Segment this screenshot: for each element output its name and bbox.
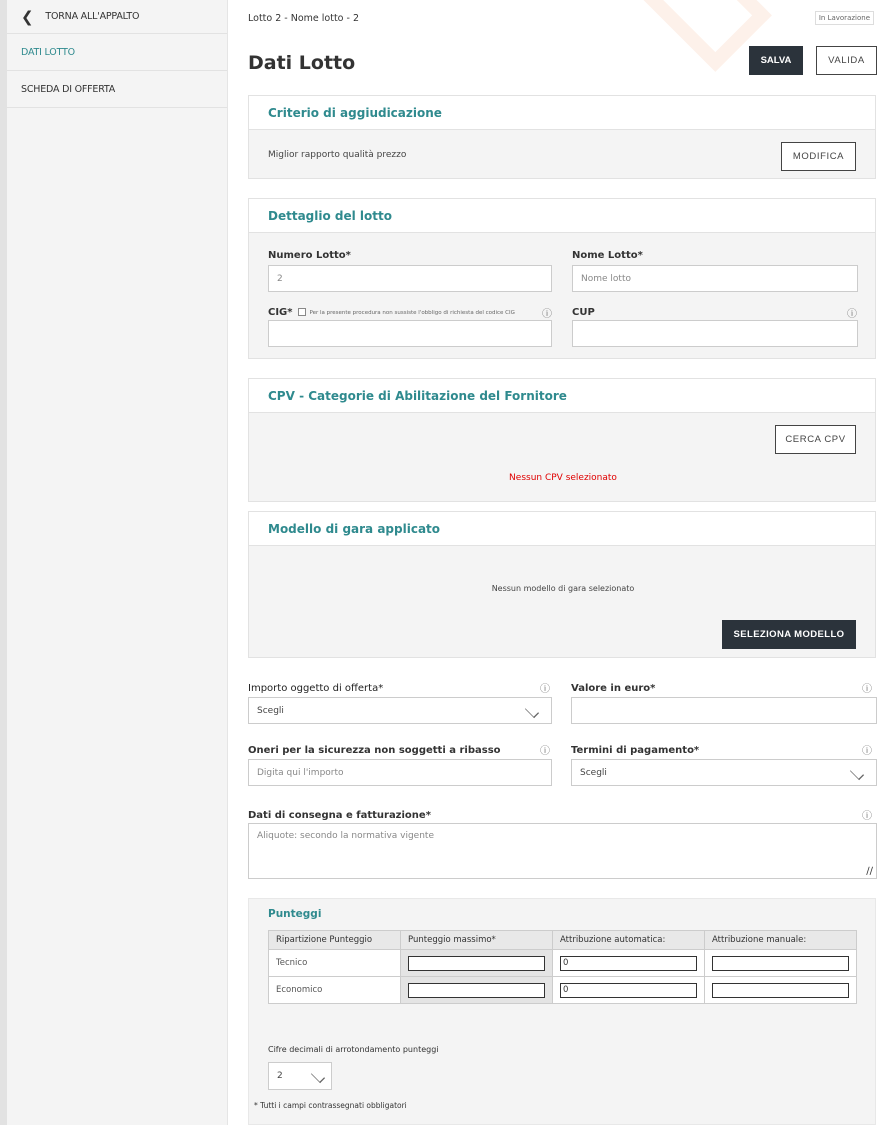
status-badge: In Lavorazione: [815, 11, 874, 25]
info-icon[interactable]: ⓘ: [862, 746, 872, 757]
row-label: Tecnico: [269, 950, 401, 977]
importo-label: Importo oggetto di offerta*: [248, 683, 384, 694]
termini-select[interactable]: [571, 759, 877, 786]
cell: [553, 977, 705, 1004]
back-label: TORNA ALL'APPALTO: [45, 11, 140, 22]
column-header: Ripartizione Punteggio: [269, 931, 401, 950]
table-row: [269, 950, 857, 977]
cig-field[interactable]: [268, 320, 552, 347]
punteggio-massimo-input[interactable]: [408, 956, 545, 971]
cig-checkbox-text: Per la presente procedura non sussiste l'obbligo di richiesta del codice CIG: [309, 310, 515, 316]
modello-title: Modello di gara applicato: [249, 512, 875, 546]
punteggi-table: [268, 930, 857, 1004]
cell: [401, 977, 553, 1004]
valore-label: Valore in euro*: [571, 683, 656, 694]
criterio-value: Miglior rapporto qualità prezzo: [268, 150, 407, 160]
cpv-card: [248, 378, 876, 502]
sidebar-item-dati-lotto[interactable]: [7, 34, 227, 71]
dettaglio-title: Dettaglio del lotto: [249, 199, 875, 233]
search-cpv-button[interactable]: CERCA CPV: [775, 425, 856, 454]
save-button[interactable]: SALVA: [749, 46, 803, 75]
column-header: Attribuzione manuale:: [705, 931, 857, 950]
oneri-field[interactable]: Digita qui l'importo: [248, 759, 552, 786]
importo-select[interactable]: [248, 697, 552, 724]
nome-lotto-field[interactable]: Nome lotto: [572, 265, 858, 292]
consegna-label: Dati di consegna e fatturazione*: [248, 810, 431, 821]
select-model-button[interactable]: SELEZIONA MODELLO: [722, 620, 856, 649]
info-icon[interactable]: ⓘ: [542, 309, 552, 320]
cpv-empty-text: Nessun CPV selezionato: [509, 473, 617, 483]
punteggi-title: Punteggi: [268, 908, 322, 920]
attribuzione-automatica-input[interactable]: 0: [560, 983, 697, 998]
oneri-label: Oneri per la sicurezza non soggetti a ribasso: [248, 745, 501, 756]
back-to-contract-link[interactable]: [7, 0, 227, 34]
attribuzione-manuale-input[interactable]: [712, 956, 849, 971]
column-header: Attribuzione automatica:: [553, 931, 705, 950]
info-icon[interactable]: ⓘ: [540, 746, 550, 757]
cell: [553, 950, 705, 977]
criterio-title: Criterio di aggiudicazione: [249, 96, 875, 130]
chevron-left-icon: ❮: [21, 7, 34, 26]
chevron-down-icon: [311, 1069, 325, 1083]
resize-handle-icon[interactable]: ∕∕: [866, 866, 873, 877]
consegna-textarea[interactable]: [248, 823, 877, 879]
importo-select-value: Scegli: [257, 705, 284, 716]
criterio-card: [248, 95, 876, 179]
sidebar-item-scheda-offerta[interactable]: [7, 71, 227, 108]
page-title: Dati Lotto: [248, 52, 356, 74]
validate-button[interactable]: VALIDA: [816, 46, 877, 75]
punteggio-massimo-input[interactable]: [408, 983, 545, 998]
table-header-row: [269, 931, 857, 950]
modello-empty-text: Nessun modello di gara selezionato: [491, 584, 635, 593]
dettaglio-card: [248, 198, 876, 359]
background-watermark: [588, 0, 772, 72]
cell: [705, 950, 857, 977]
chevron-down-icon: [525, 704, 539, 718]
decimali-label: Cifre decimali di arrotondamento punteggi: [268, 1045, 439, 1054]
sidebar-item-label: SCHEDA DI OFFERTA: [21, 83, 116, 95]
checkbox-icon[interactable]: [298, 308, 306, 316]
table-row: [269, 977, 857, 1004]
numero-lotto-field[interactable]: 2: [268, 265, 552, 292]
numero-lotto-label: Numero Lotto*: [268, 250, 351, 261]
breadcrumb: Lotto 2 - Nome lotto - 2: [248, 13, 359, 24]
cig-label-text: CIG*: [268, 307, 293, 318]
row-label: Economico: [269, 977, 401, 1004]
consegna-placeholder: Aliquote: secondo la normativa vigente: [257, 831, 434, 841]
cell: [705, 977, 857, 1004]
attribuzione-manuale-input[interactable]: [712, 983, 849, 998]
required-footnote: * Tutti i campi contrassegnati obbligatori: [254, 1101, 407, 1110]
cig-label: [268, 307, 515, 318]
cell: [401, 950, 553, 977]
cpv-title: CPV - Categorie di Abilitazione del Fornitore: [249, 379, 875, 413]
cup-label: CUP: [572, 307, 595, 318]
sidebar: [0, 0, 228, 1125]
modello-card: [248, 511, 876, 658]
nome-lotto-label: Nome Lotto*: [572, 250, 643, 261]
cup-field[interactable]: [572, 320, 858, 347]
chevron-down-icon: [850, 766, 864, 780]
attribuzione-automatica-input[interactable]: 0: [560, 956, 697, 971]
info-icon[interactable]: ⓘ: [540, 684, 550, 695]
decimali-select[interactable]: [268, 1062, 332, 1090]
decimali-select-value: 2: [277, 1071, 283, 1081]
valore-field[interactable]: [571, 697, 877, 724]
sidebar-item-label: DATI LOTTO: [21, 46, 75, 58]
info-icon[interactable]: ⓘ: [847, 309, 857, 320]
termini-label: Termini di pagamento*: [571, 745, 700, 756]
termini-select-value: Scegli: [580, 767, 607, 778]
modify-button[interactable]: MODIFICA: [781, 142, 856, 171]
info-icon[interactable]: ⓘ: [862, 684, 872, 695]
column-header: Punteggio massimo*: [401, 931, 553, 950]
info-icon[interactable]: ⓘ: [862, 811, 872, 822]
